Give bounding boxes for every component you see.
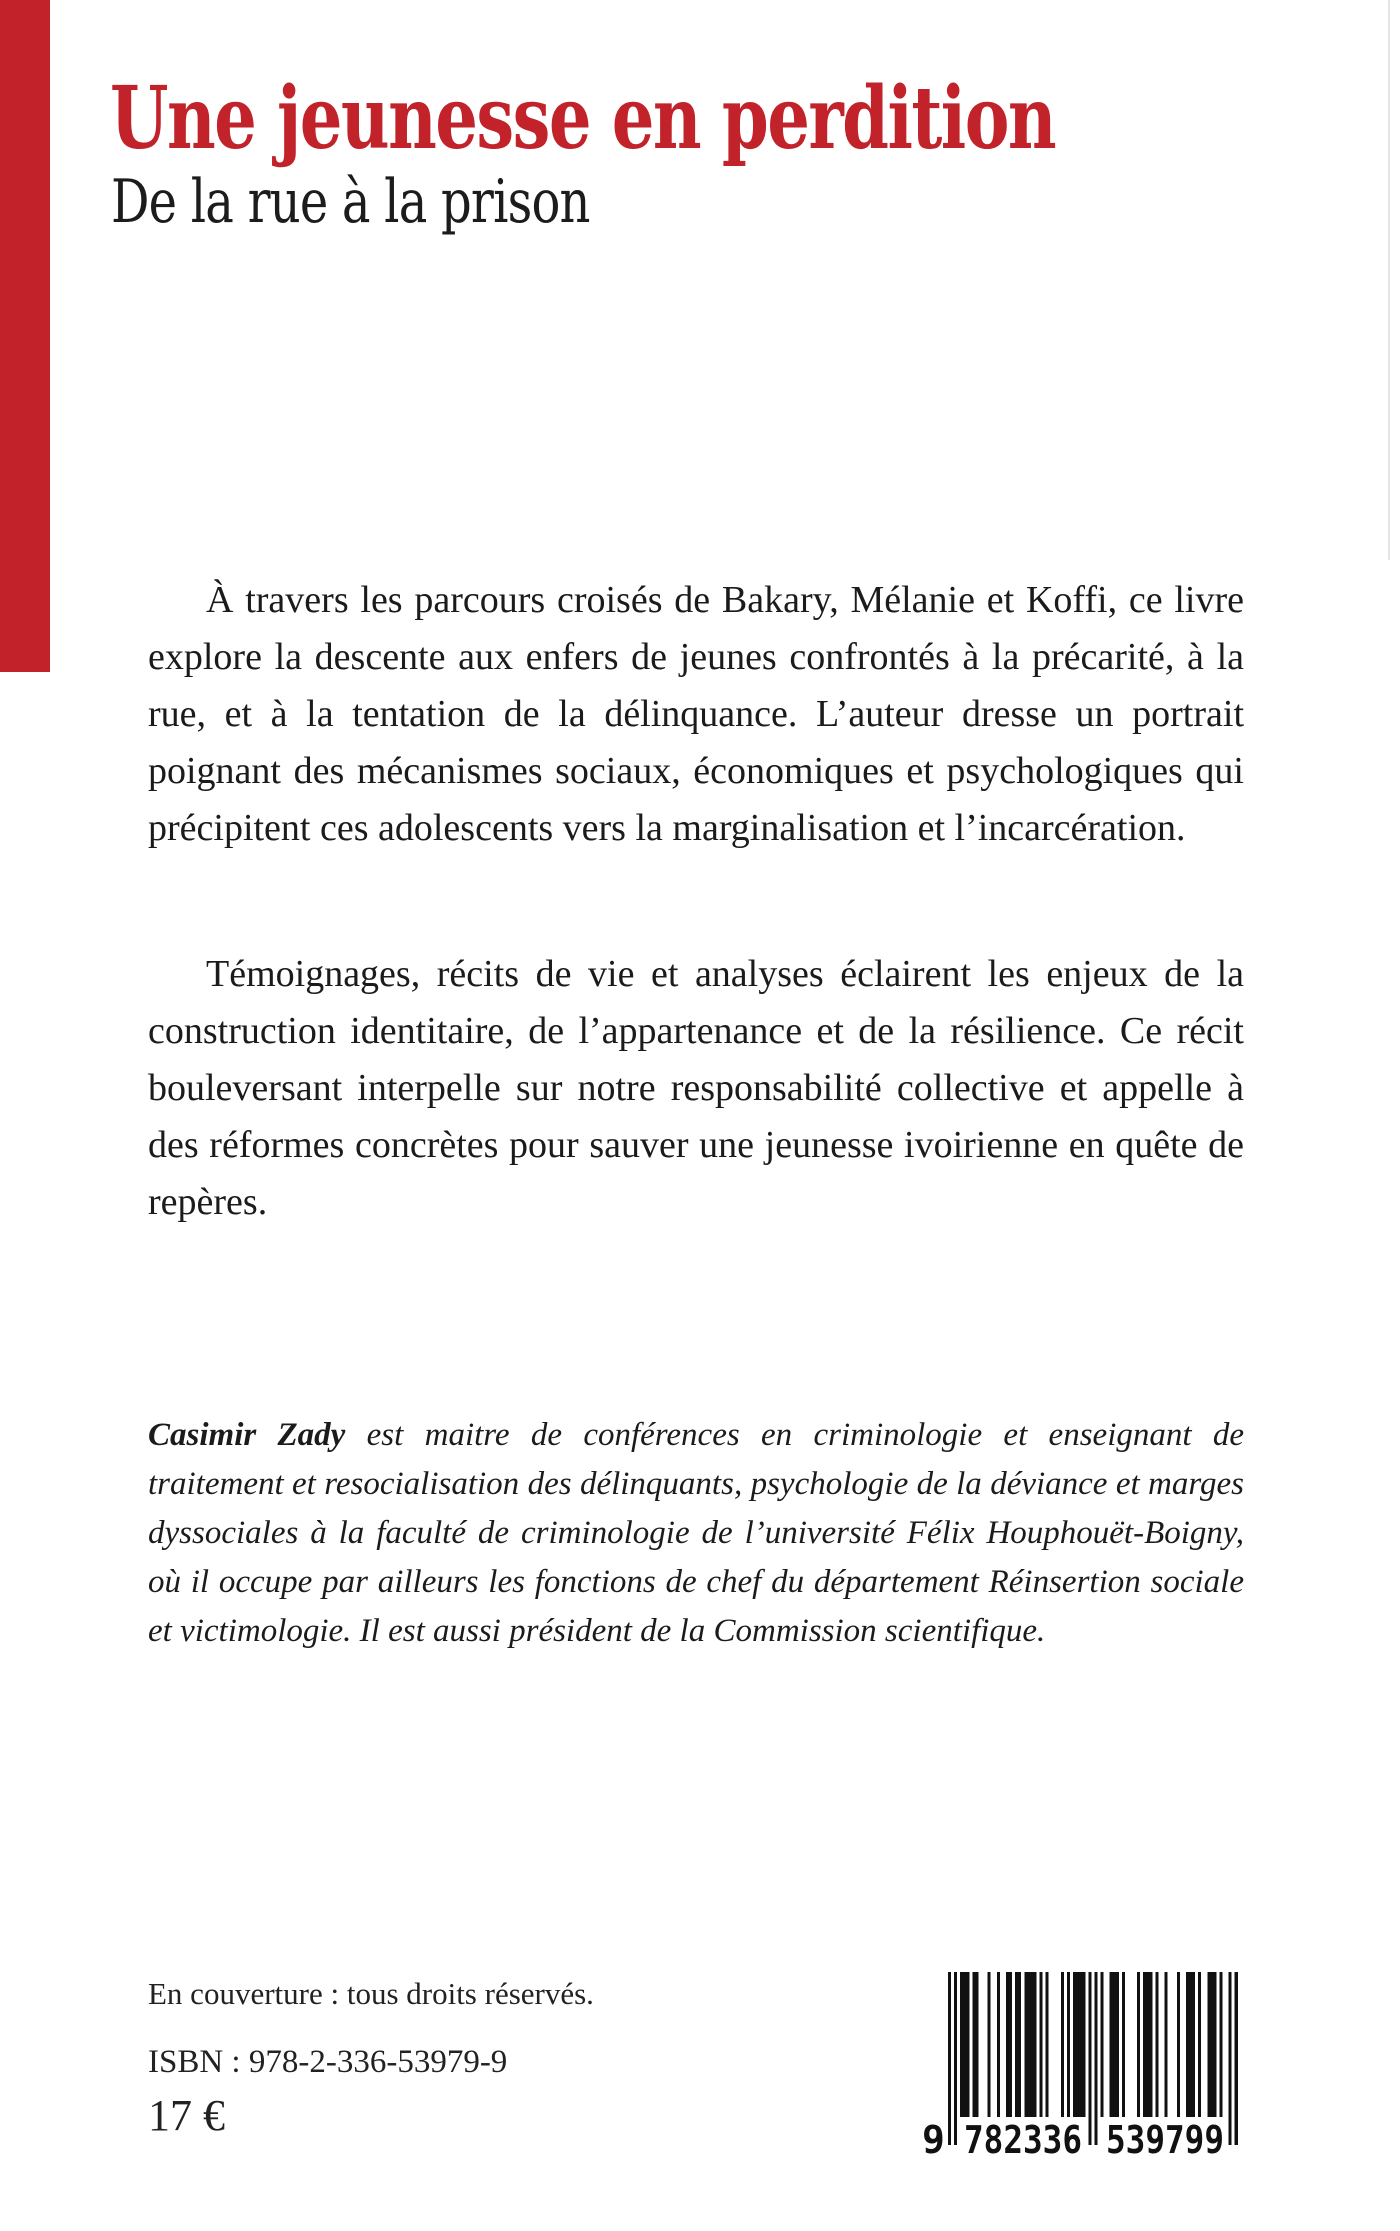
book-title: Une jeunesse en perdition: [110, 68, 1056, 169]
book-subtitle: De la rue à la prison: [111, 167, 590, 237]
barcode-first-digit: 9: [922, 2118, 945, 2162]
price-label: 17 €: [148, 2091, 225, 2140]
synopsis-paragraph-1: À travers les parcours croisés de Bakary, Mélanie et Koffi, ce livre explore la descente aux enfers de jeunes confrontés à la précarité, à la rue, et à la tentation de la délinquance. L’auteur dresse un portrait poignant des mécanismes sociaux, économiques et psychologiques qui précipitent ces adolescents vers la marginalisation et l’incarcération.: [148, 579, 1244, 849]
ean13-barcode: [918, 1970, 1248, 2162]
barcode-right-digits: 539799: [1106, 2118, 1224, 2162]
cover-credit-line: En couverture : tous droits réservés.: [148, 1976, 594, 2011]
isbn-line: ISBN : 978-2-336-53979-9: [148, 2044, 508, 2080]
barcode-left-digits: 782336: [964, 2118, 1082, 2162]
author-bio-text: est maitre de conférences en criminologie et enseignant de traitement et resocialisation des délinquants, psychologie de la déviance et marges dyssociales à la faculté de criminologie de l’université Félix Houphouët-Boigny, où il occupe par ailleurs les fonctions de chef du département Réinsertion sociale et victimologie. Il est aussi président de la Commission scientifique.: [148, 1417, 1244, 1649]
author-name: Casimir Zady: [148, 1417, 346, 1453]
page-edge-line: [1388, 0, 1390, 560]
barcode-svg: [918, 1970, 1248, 2162]
synopsis-paragraph-2: Témoignages, récits de vie et analyses éclairent les enjeux de la construction identitaire, de l’appartenance et de la résilience. Ce récit bouleversant interpelle sur notre responsabilité collective et appelle à des réformes concrètes pour sauver une jeunesse ivoirienne en quête de repères.: [148, 953, 1244, 1223]
author-bio: [148, 1411, 1244, 1656]
spine-accent-bar: [0, 0, 50, 672]
